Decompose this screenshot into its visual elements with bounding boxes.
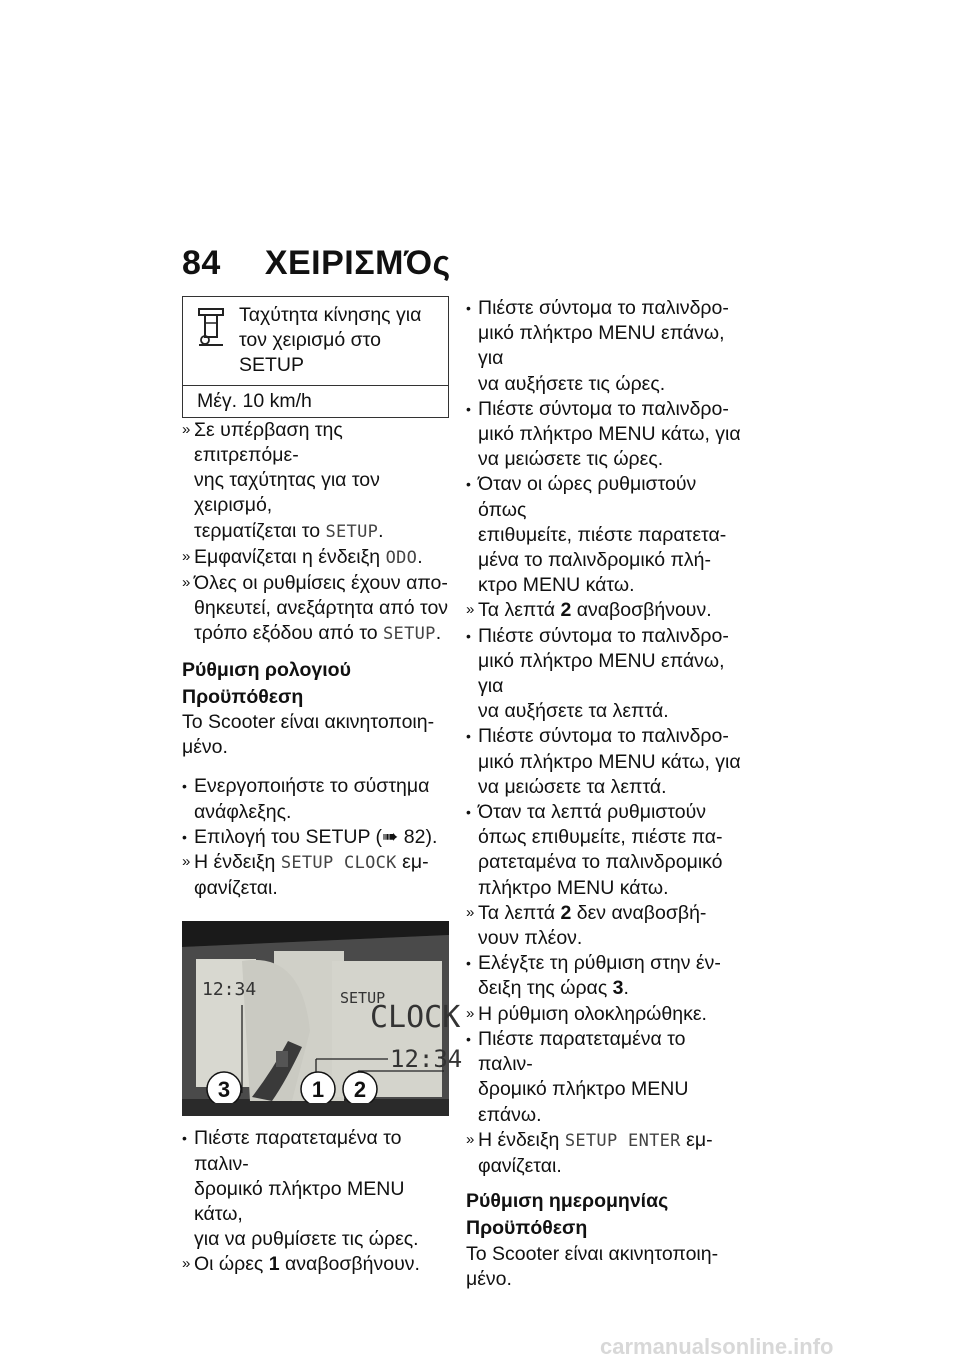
result-setup-enter-shown: » Η ένδειξη SETUP ENTER εμ- φανίζεται.	[466, 1128, 713, 1177]
section-title-date: Ρύθμιση ημερομηνίας	[466, 1190, 669, 1213]
callout-1	[301, 1072, 335, 1106]
step-confirm-minutes: • Όταν τα λεπτά ρυθμιστούν όπως επιθυμείτε, πιέστε πα- ρατεταμένα το παλινδρομικό πλήκτρο MENU κάτω.	[466, 801, 723, 899]
speed-info-box	[182, 296, 449, 418]
gauge-settings-icon	[197, 307, 225, 379]
setup-label: SETUP	[340, 989, 386, 1008]
prerequisite-text: Το Scooter είναι ακινητοποιη- μένο.	[182, 711, 435, 759]
step-decrease-hours: • Πιέστε σύντομα το παλινδρο- μικό πλήκτρο MENU κάτω, για να μειώσετε τις ώρες.	[466, 397, 741, 471]
small-clock-digits: 12:34	[202, 979, 257, 1001]
svg-text:2: 2	[353, 1077, 367, 1103]
watermark: carmanualsonline.info	[600, 1334, 834, 1359]
instrument-display-photo	[182, 921, 463, 1116]
result-odo-shown: » Εμφανίζεται η ένδειξη ODO.	[182, 545, 423, 568]
step-hold-menu-down: • Πιέστε παρατεταμένα το παλιν- δρομικό πλήκτρο MENU κάτω, για να ρυθμίσετε τις ώρες.	[182, 1127, 419, 1251]
prerequisite-title: Προϋπόθεση	[182, 685, 304, 708]
chapter-title: ΧΕΙΡΙΣΜΌς	[264, 244, 451, 282]
left-column	[182, 296, 463, 1278]
step-check-clock: • Ελέγξτε τη ρύθμιση στην έν- δειξη της ώρας 3.	[466, 952, 721, 1000]
result-minutes-flash: » Τα λεπτά 2 αναβοσβήνουν.	[466, 599, 712, 622]
section-title-clock: Ρύθμιση ρολογιού	[182, 658, 351, 681]
step-ignition-on: • Ενεργοποιήστε το σύστημα ανάφλεξης.	[182, 775, 430, 823]
clock-label: CLOCK	[370, 1000, 461, 1036]
step-increase-minutes: • Πιέστε σύντομα το παλινδρο- μικό πλήκτρο MENU επάνω, για να αυξήσετε τα λεπτά.	[466, 624, 729, 723]
page-number: 84	[182, 244, 221, 282]
svg-text:3: 3	[217, 1077, 231, 1103]
result-hours-flash: » Οι ώρες 1 αναβοσβήνουν.	[182, 1253, 420, 1276]
speed-info-text: Ταχύτητα κίνησης για τον χειρισμό στο SETUP	[239, 304, 422, 377]
speed-info-value: Μέγ. 10 km/h	[183, 385, 448, 417]
right-column	[466, 296, 742, 1300]
step-confirm-hours: • Όταν οι ώρες ρυθμιστούν όπως επιθυμείτε, πιέστε παρατετα- μένα το παλινδρομικό πλή- κτρο MENU κάτω.	[466, 473, 727, 597]
result-minutes-stop-flash: » Τα λεπτά 2 δεν αναβοσβή- νουν πλέον.	[466, 901, 707, 950]
step-select-setup: • Επιλογή του SETUP (➠ 82).	[182, 825, 438, 848]
step-decrease-minutes: • Πιέστε σύντομα το παλινδρο- μικό πλήκτρο MENU κάτω, για να μειώσετε τα λεπτά.	[466, 725, 741, 798]
page-reference-arrow-icon: ➠	[382, 825, 399, 848]
prerequisite-text-date: Το Scooter είναι ακινητοποιη- μένο.	[466, 1242, 719, 1290]
result-settings-saved: » Όλες οι ρυθμίσεις έχουν απο- θηκευτεί, ανεξάρτητα από τον τρόπο εξόδου από το SETUP.	[182, 572, 449, 645]
result-speed-exceeded: » Σε υπέρβαση της επιτρεπόμε- νης ταχύτητας για τον χειρισμό, τερματίζεται το SETUP.	[182, 418, 384, 542]
callout-2	[343, 1072, 377, 1106]
callout-3	[207, 1072, 241, 1106]
svg-text:1: 1	[311, 1077, 325, 1103]
clock-time-digits: 12:34	[390, 1045, 463, 1074]
page-header	[182, 244, 451, 283]
step-increase-hours: • Πιέστε σύντομα το παλινδρο- μικό πλήκτρο MENU επάνω, για να αυξήσετε τις ώρες.	[466, 297, 729, 395]
result-setting-complete: » Η ρύθμιση ολοκληρώθηκε.	[466, 1002, 707, 1025]
step-hold-menu-up: • Πιέστε παρατεταμένα το παλιν- δρομικό πλήκτρο MENU επάνω.	[466, 1027, 689, 1126]
result-setup-clock-shown: » Η ένδειξη SETUP CLOCK εμ- φανίζεται.	[182, 851, 429, 900]
prerequisite-title-date: Προϋπόθεση	[466, 1217, 588, 1240]
